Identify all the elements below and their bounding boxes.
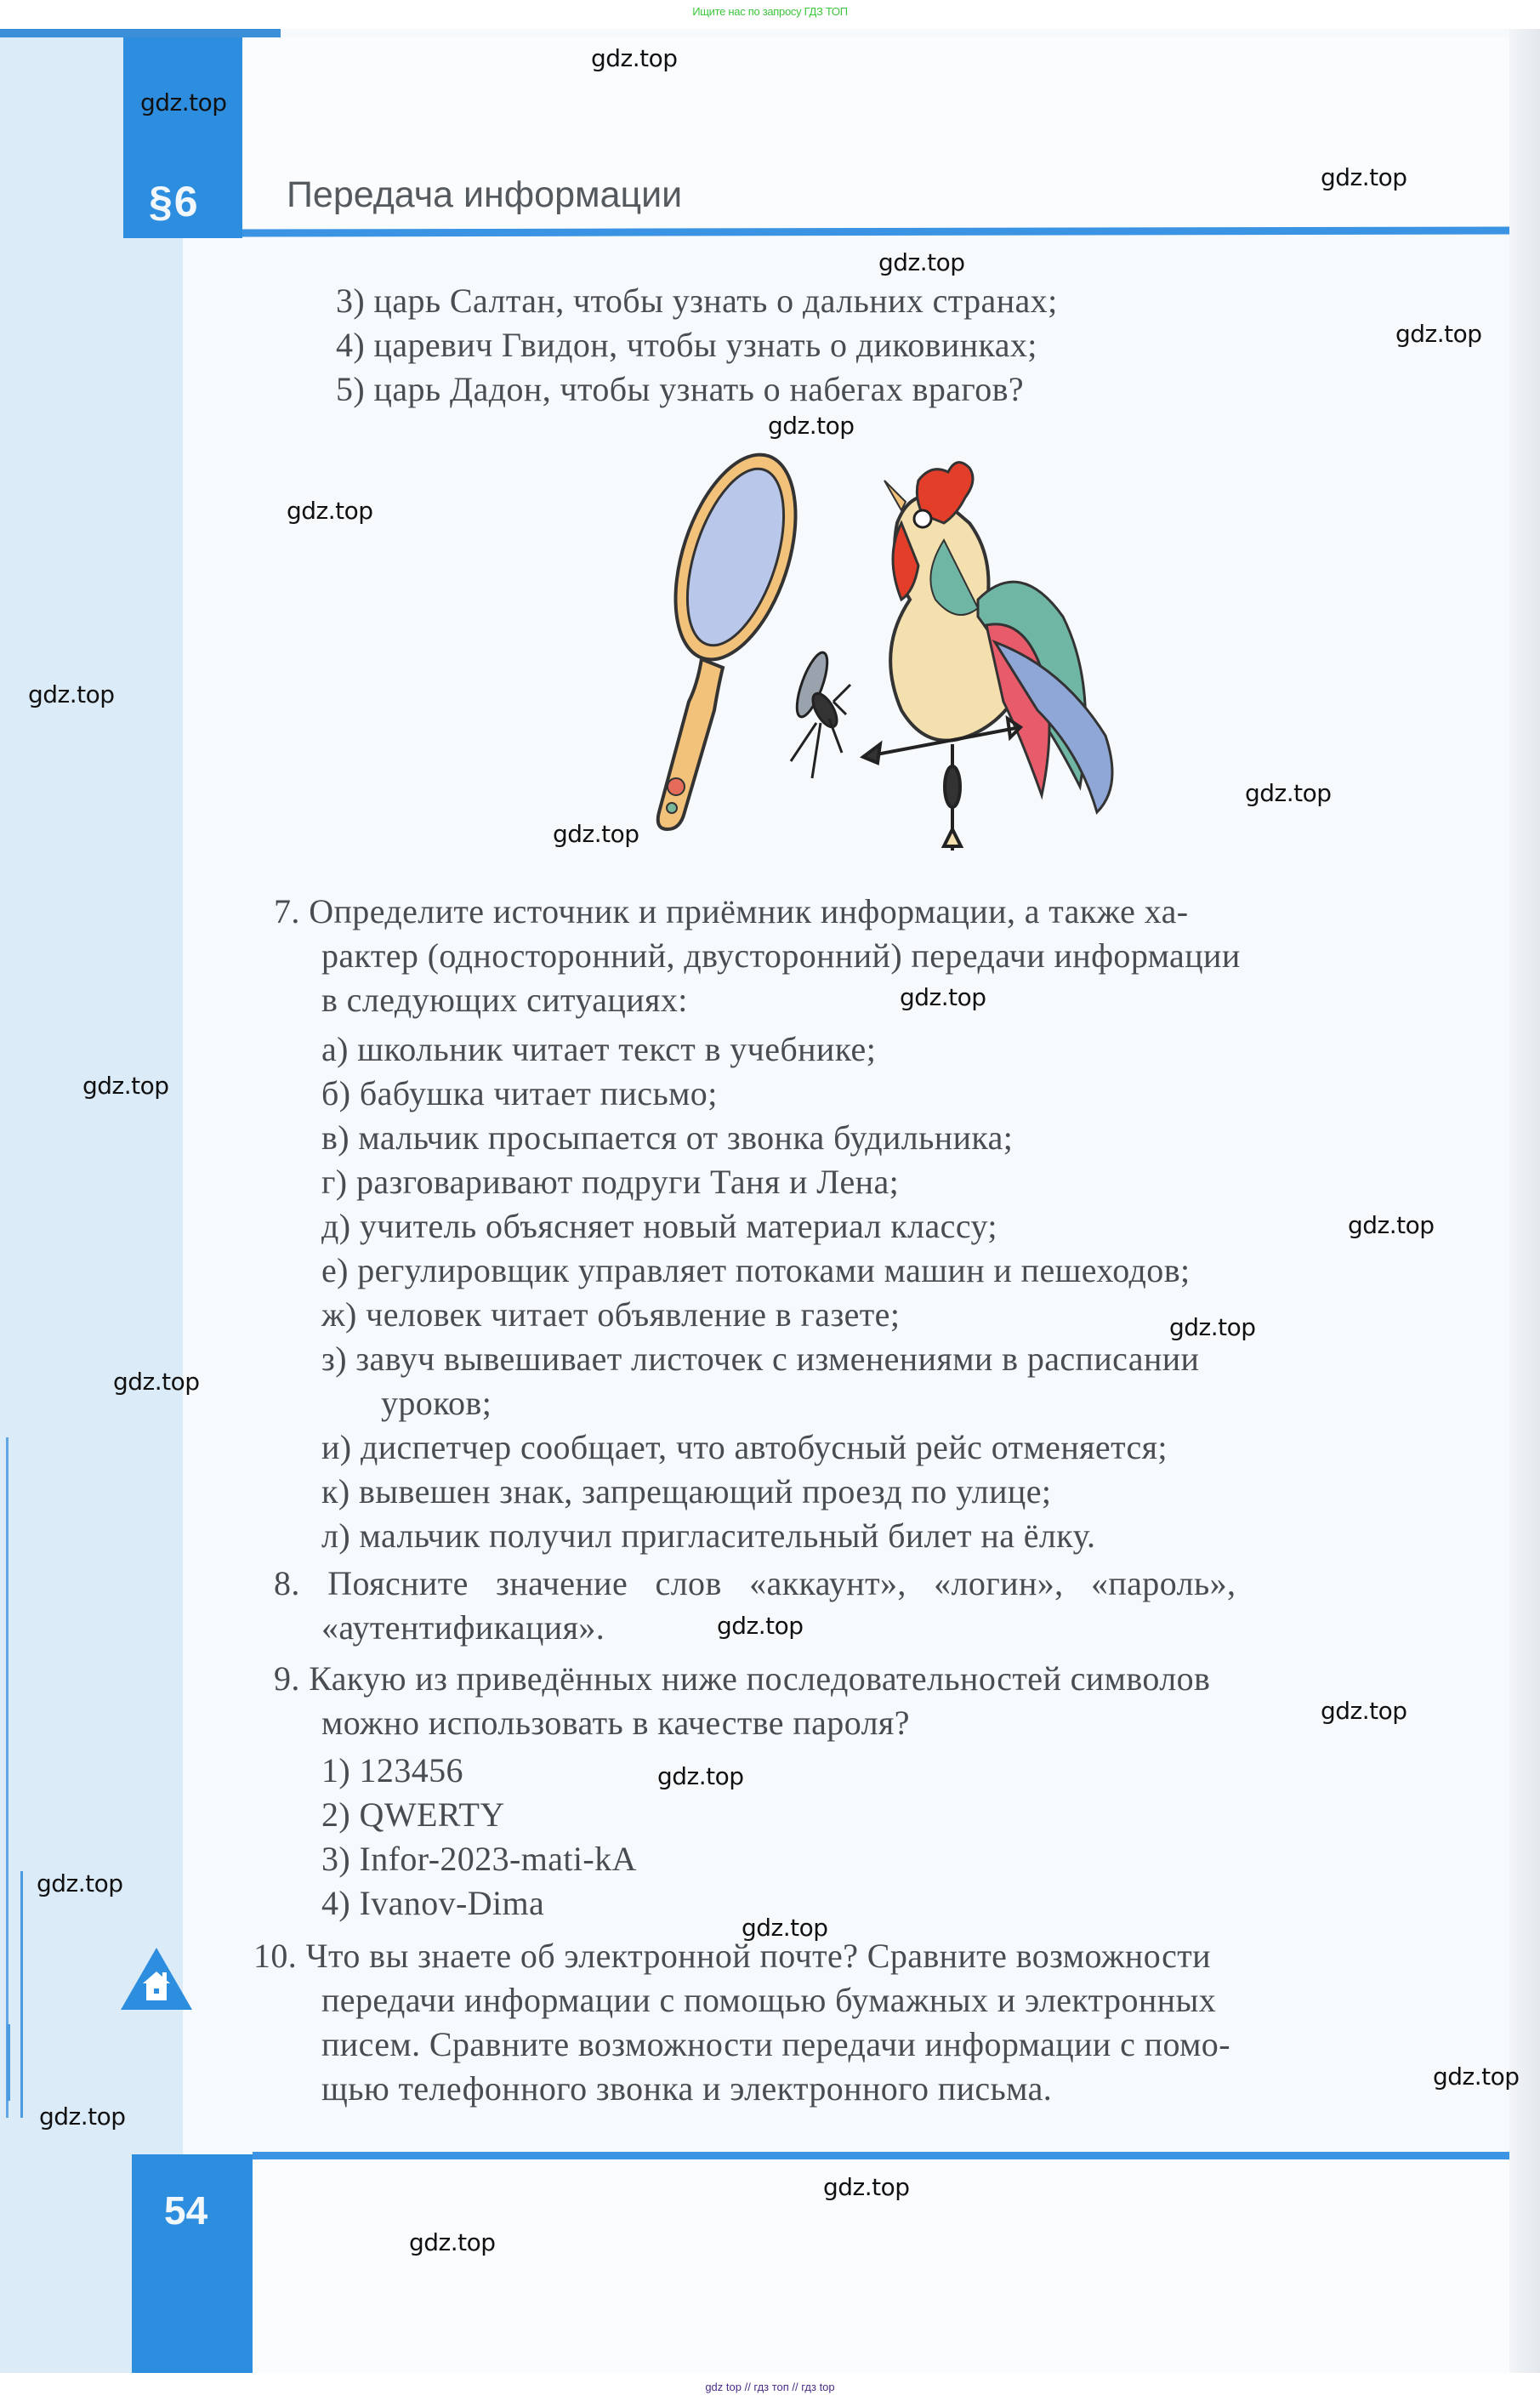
- task-7-line: [321, 980, 688, 1020]
- task-text: можно использовать в качестве пароля?: [321, 1704, 910, 1742]
- task-number: 8.: [274, 1564, 300, 1602]
- watermark: gdz.top: [82, 1072, 169, 1100]
- watermark: gdz.top: [113, 1368, 200, 1396]
- watermark: gdz.top: [1169, 1313, 1256, 1341]
- situation-item: [321, 1118, 1013, 1158]
- item-text: школьник читает текст в учебнике;: [357, 1030, 877, 1068]
- task-text: Что вы знаете об электронной почте? Сравните возможности: [305, 1937, 1211, 1975]
- item-text: завуч вывешивает листочек с изменениями в расписании: [355, 1340, 1200, 1378]
- home-icon[interactable]: [121, 1948, 192, 2010]
- section-number: §6: [149, 178, 200, 225]
- watermark: gdz.top: [1433, 2062, 1520, 2091]
- situation-item: [321, 1162, 899, 1202]
- task-10-line: [321, 2068, 1052, 2108]
- task-text: рактер (односторонний, двусторонний) передачи информации: [321, 936, 1241, 975]
- top-banner-text: Ищите нас по запросу ГДЗ ТОП: [692, 5, 848, 18]
- watermark: gdz.top: [37, 1869, 123, 1897]
- option-item: [336, 325, 1037, 365]
- hand-mirror-icon: [652, 440, 818, 829]
- item-label: б): [321, 1074, 351, 1112]
- task-text: Какую из приведённых ниже последовательностей символов: [309, 1659, 1211, 1698]
- situation-item: [321, 1029, 876, 1069]
- item-label: г): [321, 1163, 348, 1201]
- top-banner: [0, 0, 1540, 29]
- page-edge-line: [6, 1437, 9, 2118]
- option-text: царь Дадон, чтобы узнать о набегах врагов?: [373, 370, 1025, 408]
- option-item: [336, 281, 1058, 321]
- situation-item: [321, 1339, 1199, 1379]
- watermark: gdz.top: [900, 983, 986, 1011]
- item-text: бабушка читает письмо;: [359, 1074, 718, 1112]
- option-text: царевич Гвидон, чтобы узнать о диковинках;: [373, 326, 1037, 364]
- watermark: gdz.top: [553, 820, 639, 848]
- watermark: gdz.top: [1321, 163, 1407, 191]
- watermark: gdz.top: [717, 1612, 804, 1640]
- watermark: gdz.top: [28, 680, 115, 708]
- page-edge-line: [7, 2024, 10, 2101]
- watermark: gdz.top: [140, 88, 227, 117]
- item-text: мальчик просыпается от звонка будильника;: [358, 1118, 1014, 1157]
- watermark: gdz.top: [742, 1914, 828, 1942]
- item-text: Infor-2023-mati-kA: [359, 1840, 637, 1878]
- item-text: диспетчер сообщает, что автобусный рейс отменяется;: [360, 1428, 1168, 1466]
- bottom-banner-text: gdz top // гдз топ // гдз top: [705, 2381, 835, 2393]
- item-label: 4): [321, 1884, 351, 1922]
- item-label: и): [321, 1428, 352, 1466]
- item-label: з): [321, 1340, 347, 1378]
- task-9-line: [321, 1703, 910, 1743]
- task-text: Поясните значение слов «аккаунт», «логин», «пароль»,: [327, 1564, 1236, 1602]
- watermark: gdz.top: [878, 248, 965, 276]
- situation-item: [321, 1206, 997, 1246]
- watermark: gdz.top: [591, 44, 678, 72]
- task-text: писем. Сравните возможности передачи информации с помо-: [321, 2025, 1230, 2063]
- situation-item: [321, 1516, 1095, 1556]
- task-7-line: [274, 891, 1188, 931]
- password-option: [321, 1750, 463, 1790]
- situation-item: [321, 1427, 1168, 1467]
- item-text: учитель объясняет новый материал классу;: [359, 1207, 997, 1245]
- item-text: разговаривают подруги Таня и Лена;: [355, 1163, 900, 1201]
- item-text: регулировщик управляет потоками машин и пешеходов;: [357, 1251, 1191, 1289]
- password-option: [321, 1795, 505, 1835]
- item-label: д): [321, 1207, 351, 1245]
- watermark: gdz.top: [768, 412, 855, 440]
- situation-item: [321, 1294, 900, 1334]
- situation-item: [321, 1073, 718, 1113]
- item-label: л): [321, 1516, 351, 1555]
- item-label: е): [321, 1251, 349, 1289]
- item-label: а): [321, 1030, 349, 1068]
- situation-item: [321, 1471, 1051, 1511]
- item-label: 3): [321, 1840, 351, 1878]
- task-10-line: [321, 1980, 1216, 2020]
- item-text: мальчик получил пригласительный билет на ёлку.: [359, 1516, 1096, 1555]
- watermark: gdz.top: [1348, 1211, 1435, 1239]
- option-number: 5): [336, 370, 366, 408]
- task-number: 7.: [274, 892, 300, 930]
- mosquito-icon: [791, 649, 850, 778]
- illustration: [621, 430, 1182, 855]
- password-option: [321, 1839, 637, 1879]
- task-10-line: [253, 1936, 1211, 1976]
- page-edge-line: [20, 1871, 23, 2118]
- task-text: Определите источник и приёмник информации, а также ха-: [309, 892, 1189, 930]
- item-label: в): [321, 1118, 350, 1157]
- watermark: gdz.top: [1395, 320, 1482, 348]
- watermark: gdz.top: [1321, 1697, 1407, 1725]
- task-text: щью телефонного звонка и электронного письма.: [321, 2069, 1053, 2108]
- task-10-line: [321, 2024, 1230, 2064]
- item-text: Ivanov-Dima: [359, 1884, 545, 1922]
- item-text: QWERTY: [359, 1795, 505, 1834]
- option-item: [336, 369, 1024, 409]
- situation-item: [321, 1250, 1191, 1290]
- watermark: gdz.top: [1245, 779, 1332, 807]
- watermark: gdz.top: [657, 1762, 744, 1790]
- item-label: 2): [321, 1795, 351, 1834]
- page-number: 54: [164, 2188, 208, 2233]
- rooster-icon: [884, 463, 1112, 812]
- bottom-banner: [0, 2373, 1540, 2401]
- situation-item-continuation: [381, 1383, 492, 1423]
- item-text: вывешен знак, запрещающий проезд по улице;: [358, 1472, 1052, 1511]
- item-text: уроков;: [381, 1384, 492, 1422]
- option-number: 4): [336, 326, 366, 364]
- footer-rule: [253, 2152, 1509, 2159]
- item-text: 123456: [359, 1751, 463, 1789]
- password-option: [321, 1883, 544, 1923]
- item-label: к): [321, 1472, 350, 1511]
- watermark: gdz.top: [409, 2228, 496, 2256]
- task-text: передачи информации с помощью бумажных и электронных: [321, 1981, 1217, 2019]
- item-label: ж): [321, 1295, 357, 1334]
- task-7-line: [321, 936, 1241, 976]
- option-text: царь Салтан, чтобы узнать о дальних странах;: [373, 282, 1058, 320]
- task-text: «аутентификация».: [321, 1608, 605, 1647]
- watermark: gdz.top: [823, 2173, 910, 2201]
- watermark: gdz.top: [287, 497, 373, 525]
- task-8-line: [321, 1607, 605, 1647]
- watermark: gdz.top: [39, 2102, 126, 2131]
- page-edge-shadow: [1509, 29, 1540, 2373]
- task-text: в следующих ситуациях:: [321, 981, 688, 1019]
- task-number: 10.: [253, 1937, 298, 1975]
- section-title: Передача информации: [287, 174, 683, 215]
- left-margin: [0, 29, 183, 2373]
- left-margin-top-bar: [0, 29, 281, 37]
- task-8-line: [274, 1563, 1236, 1603]
- task-9-line: [274, 1659, 1210, 1698]
- item-text: человек читает объявление в газете;: [366, 1295, 901, 1334]
- option-number: 3): [336, 282, 366, 320]
- item-label: 1): [321, 1751, 351, 1789]
- task-number: 9.: [274, 1659, 300, 1698]
